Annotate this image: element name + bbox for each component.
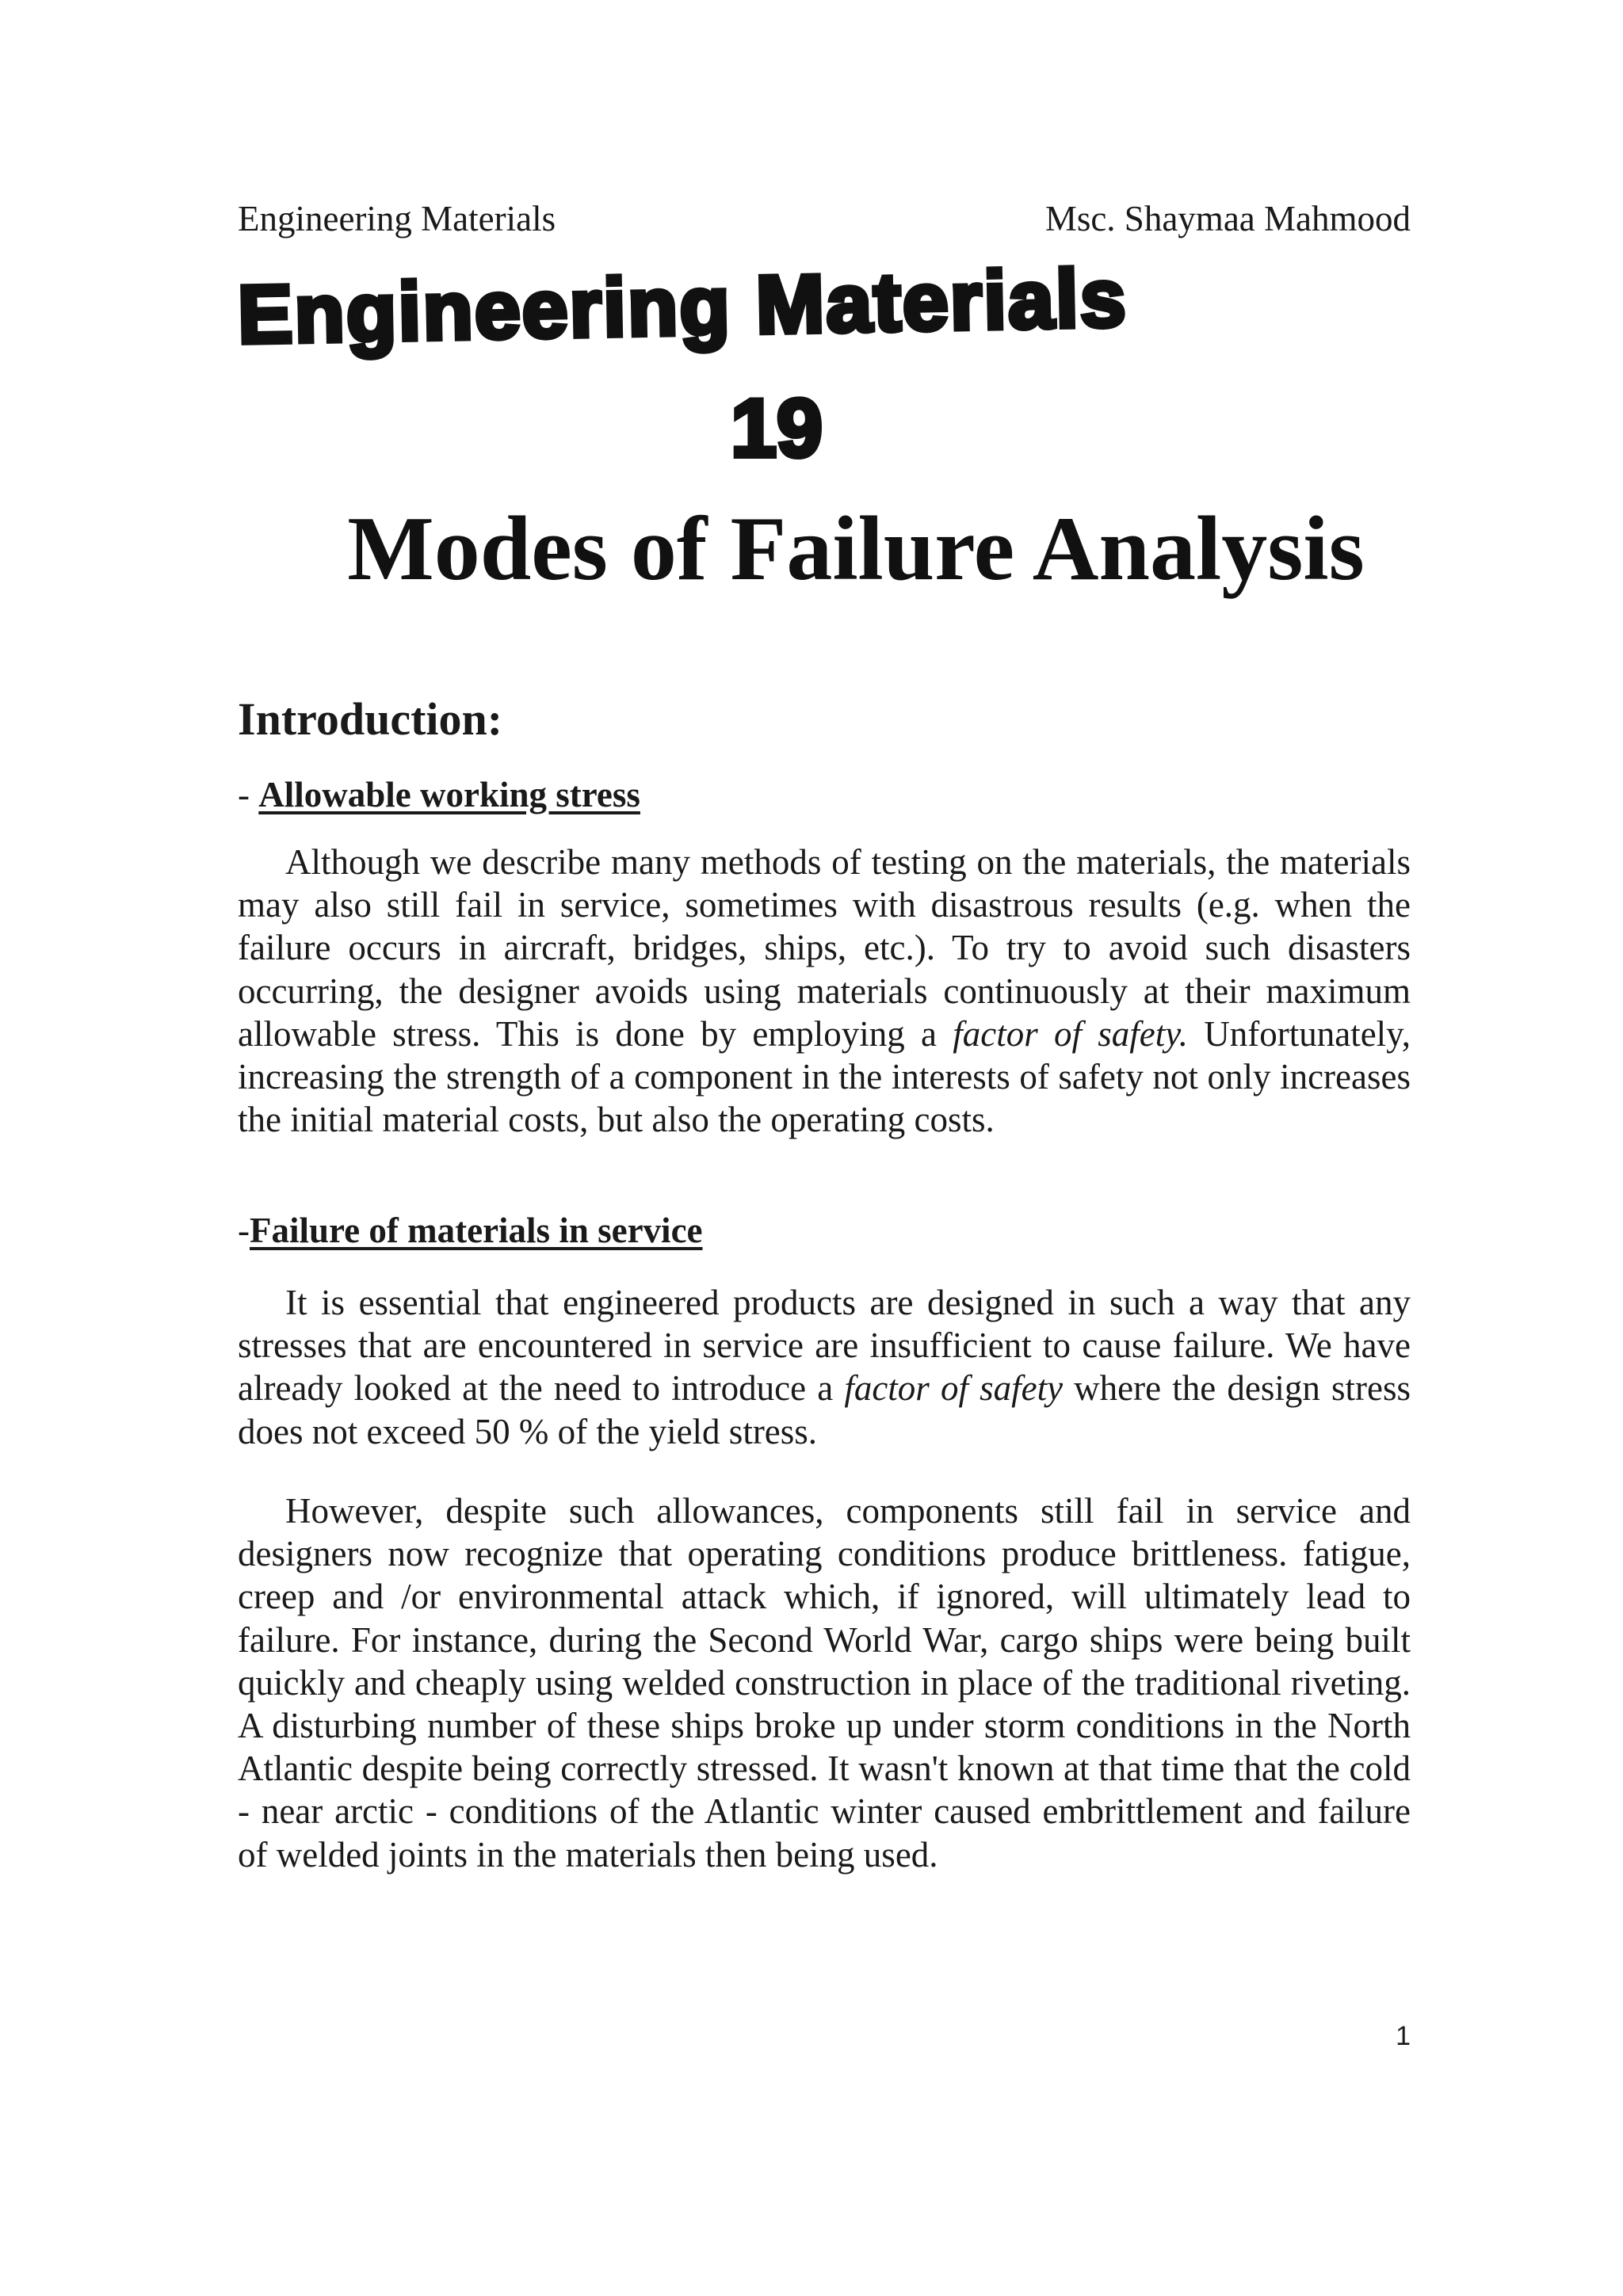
- subheading-title: Allowable working stress: [258, 775, 640, 814]
- subheading-allowable-working-stress: [238, 771, 640, 818]
- lecture-number: 19: [731, 383, 823, 475]
- page-number: 1: [1396, 2021, 1411, 2051]
- paragraph-text: Although we describe many methods of testing on the materials, the materials may also still fail in service, sometimes with disastrous results (e.g. when the failure occurs in aircraft, bridges, ships, etc.). To try to avoid such disasters occurring, the designer avoids using materials continuously at their maximum allowable stress. This is done by employing a: [238, 842, 1411, 1054]
- paragraph-text: where the design stress does not exceed 50 % of the yield stress.: [238, 1368, 1411, 1451]
- document-page: [238, 0, 1411, 2296]
- section-heading-introduction: Introduction:: [238, 693, 503, 745]
- paragraph-text: Unfortunately, increasing the strength of a component in the interests of safety not only increases the initial material costs, but also the operating costs.: [238, 1013, 1411, 1140]
- paragraph-emphasis: factor of safety.: [953, 1013, 1188, 1054]
- paragraph-text: It is essential that engineered products are designed in such a way that any stresses that are encountered in service are insufficient to cause failure. We have already looked at the need to introduce a: [238, 1283, 1411, 1409]
- paragraph-emphasis: factor of safety: [844, 1368, 1064, 1409]
- subheading-prefix: -: [238, 775, 259, 814]
- lecture-subtitle: Modes of Failure Analysis: [347, 498, 1365, 600]
- subheading-prefix: -: [238, 1211, 250, 1250]
- paragraph-design-stress: [238, 1281, 1411, 1453]
- header-course-name: Engineering Materials: [238, 199, 556, 238]
- subheading-failure-in-service: [238, 1207, 703, 1254]
- paragraph-allowable-stress: [238, 841, 1411, 1141]
- document-title: Engineering Materials: [236, 252, 1128, 361]
- header-author: Msc. Shaymaa Mahmood: [1044, 199, 1411, 238]
- running-header: [238, 195, 1411, 242]
- paragraph-world-war-ships: However, despite such allowances, components still fail in service and designers now recognize that operating conditions produce brittleness. fatigue, creep and /or environmental attack which, if ignored, will ultimately lead to failure. For instance, during the Second World War, cargo ships were being built quickly and cheaply using welded construction in place of the traditional riveting. A disturbing number of these ships broke up under storm conditions in the North Atlantic despite being correctly stressed. It wasn't known at that time that the cold - near arctic - conditions of the Atlantic winter caused embrittlement and failure of welded joints in the materials then being used.: [238, 1491, 1411, 1875]
- subheading-title: Failure of materials in service: [250, 1211, 703, 1250]
